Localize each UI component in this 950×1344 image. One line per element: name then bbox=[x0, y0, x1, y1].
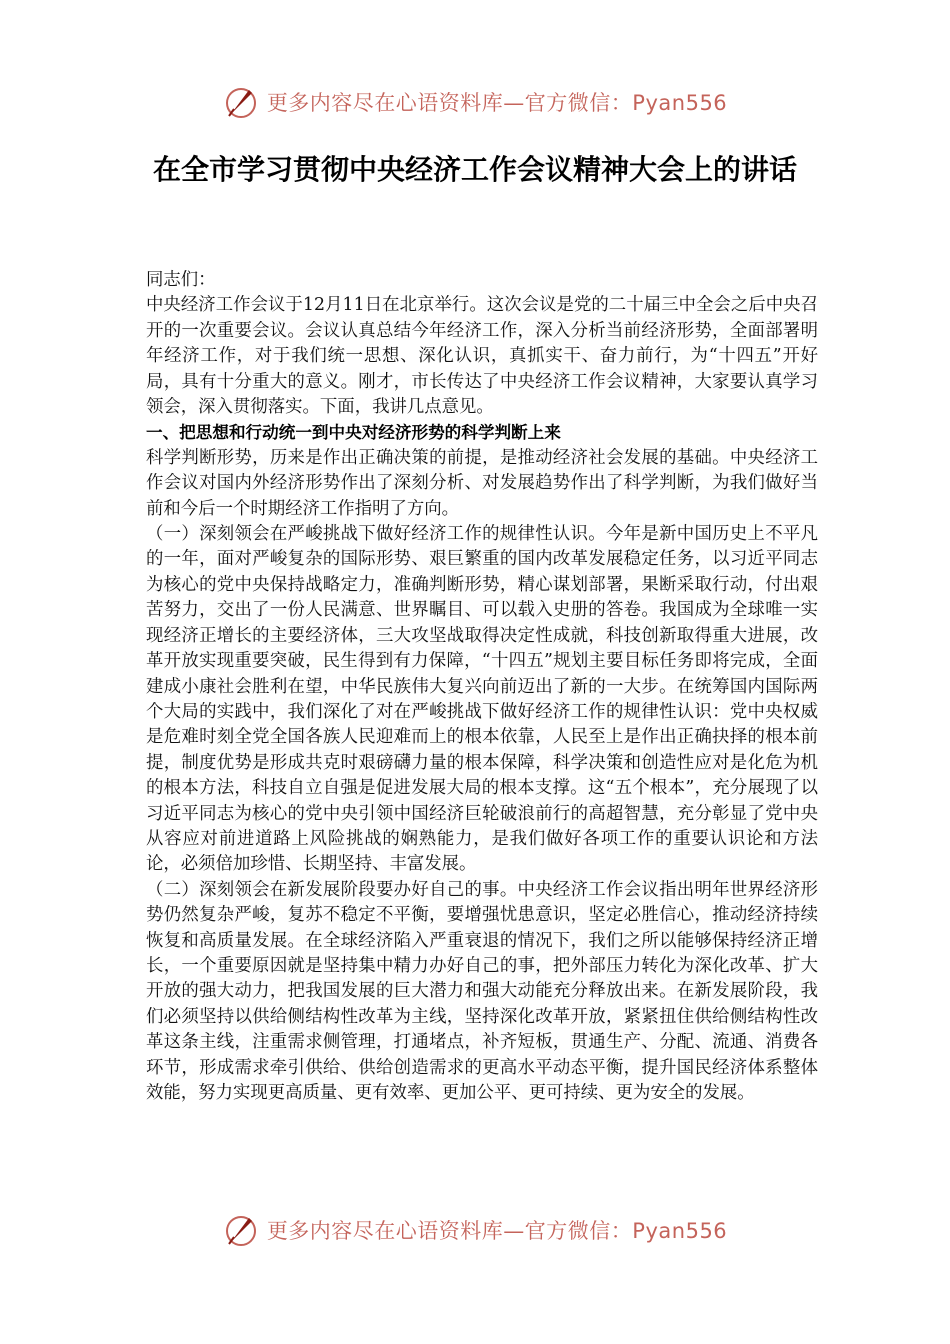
watermark-text: 更多内容尽在心语资料库—官方微信：Pyan556 bbox=[266, 91, 728, 115]
intro-paragraph: 中央经济工作会议于12月11日在北京举行。这次会议是党的二十届三中全会之后中央召开的一次重要会议。会议认真总结今年经济工作，深入分析当前经济形势，全面部署明年经济工作，对于我们统一思想、深化认识，真抓实干、奋力前行，为“十四五”开好局，具有十分重大的意义。刚才，市长传达了中央经济工作会议精神，大家要认真学习领会，深入贯彻落实。下面，我讲几点意见。 bbox=[146, 295, 818, 418]
watermark-banner-bottom bbox=[0, 1212, 950, 1248]
subsection-2-paragraph: （二）深刻领会在新发展阶段要办好自己的事。中央经济工作会议指出明年世界经济形势仍然复杂严峻，复苏不稳定不平衡，要增强忧患意识，坚定必胜信心，推动经济持续恢复和高质量发展。在全球经济陷入严重衰退的情况下，我们之所以能够保持经济正增长，一个重要原因就是坚持集中精力办好自己的事，把外部压力转化为深化改革、扩大开放的强大动力，把我国发展的巨大潜力和强大动能充分释放出来。在新发展阶段，我们必须坚持以供给侧结构性改革为主线，坚持深化改革开放，紧紧扭住供给侧结构性改革这条主线，注重需求侧管理，打通堵点，补齐短板，贯通生产、分配、流通、消费各环节，形成需求牵引供给、供给创造需求的更高水平动态平衡，提升国民经济体系整体效能，努力实现更高质量、更有效率、更加公平、更可持续、更为安全的发展。 bbox=[146, 879, 818, 1103]
subsection-1-paragraph: （一）深刻领会在严峻挑战下做好经济工作的规律性认识。今年是新中国历史上不平凡的一年，面对严峻复杂的国际形势、艰巨繁重的国内改革发展稳定任务，以习近平同志为核心的党中央保持战略定力，准确判断形势，精心谋划部署，果断采取行动，付出艰苦努力，交出了一份人民满意、世界瞩目、可以载入史册的答卷。我国成为全球唯一实现经济正增长的主要经济体，三大攻坚战取得决定性成就，科技创新取得重大进展，改革开放实现重要突破，民生得到有力保障，“十四五”规划主要目标任务即将完成，全面建成小康社会胜利在望，中华民族伟大复兴向前迈出了新的一大步。在统筹国内国际两个大局的实践中，我们深化了对在严峻挑战下做好经济工作的规律性认识：党中央权威是危难时刻全党全国各族人民迎难而上的根本依靠，人民至上是作出正确抉择的根本前提，制度优势是形成共克时艰磅礴力量的根本保障，科学决策和创造性应对是化危为机的根本方法，科技自立自强是促进发展大局的根本支撑。这“五个根本”，充分展现了以习近平同志为核心的党中央引领中国经济巨轮破浪前行的高超智慧，充分彰显了党中央从容应对前进道路上风险挑战的娴熟能力，是我们做好各项工作的重要认识论和方法论，必须倍加珍惜、长期坚持、丰富发展。 bbox=[146, 524, 818, 875]
document-title: 在全市学习贯彻中央经济工作会议精神大会上的讲话 bbox=[152, 153, 797, 186]
pen-feather-icon bbox=[223, 84, 259, 120]
watermark-text: 更多内容尽在心语资料库—官方微信：Pyan556 bbox=[266, 1219, 728, 1243]
section-lead-paragraph: 科学判断形势，历来是作出正确决策的前提，是推动经济社会发展的基础。中央经济工作会议对国内外经济形势作出了深刻分析、对发展趋势作出了科学判断，为我们做好当前和今后一个时期经济工作指明了方向。 bbox=[146, 447, 818, 519]
watermark-banner-top bbox=[0, 84, 950, 120]
salutation: 同志们： bbox=[146, 270, 216, 290]
section-heading: 一、把思想和行动统一到中央对经济形势的科学判断上来 bbox=[146, 423, 561, 443]
pen-feather-icon bbox=[223, 1212, 259, 1248]
document-body bbox=[146, 268, 818, 1106]
